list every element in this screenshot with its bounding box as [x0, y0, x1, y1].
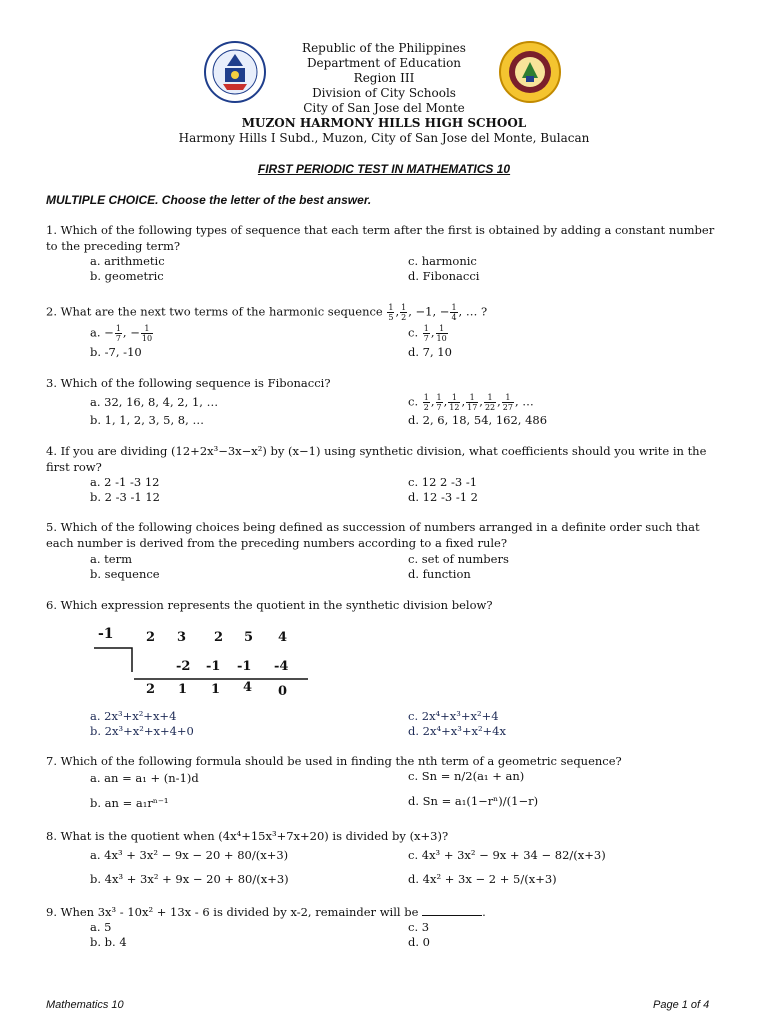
q5-option-c[interactable]: c. set of numbers	[408, 552, 509, 566]
row3-val-1: 2	[146, 682, 156, 697]
row1-coef-3: 2	[214, 630, 224, 645]
q7-option-d[interactable]: d. Sn = a₁(1−rⁿ)/(1−r)	[408, 794, 539, 808]
row3-val-5: 0	[278, 684, 288, 699]
q1-option-b[interactable]: b. geometric	[90, 269, 164, 283]
q2-seq-tail: , −1, −	[408, 304, 450, 319]
header-division: Division of City Schools	[312, 86, 456, 100]
q9-option-d[interactable]: d. 0	[408, 935, 430, 949]
q9-option-b[interactable]: b. b. 4	[90, 935, 127, 949]
question-1: 1. Which of the following types of sequence that each term after the first is obtained by adding a constant number to the preceding term?	[46, 223, 715, 253]
q1-option-c[interactable]: c. harmonic	[408, 254, 477, 268]
q8-option-c[interactable]: c. 4x³ + 3x² − 9x + 34 − 82/(x+3)	[408, 848, 606, 862]
q1-option-d[interactable]: d. Fibonacci	[408, 269, 480, 283]
q2-seq-end: , … ?	[458, 304, 488, 319]
q5-option-b[interactable]: b. sequence	[90, 567, 160, 581]
header-region: Region III	[353, 71, 415, 85]
row1-coef-2: 3	[177, 630, 187, 645]
footer-page-number: Page 1 of 4	[653, 999, 710, 1011]
footer-subject: Mathematics 10	[46, 999, 124, 1011]
q2-text: 2. What are the next two terms of the harmonic sequence	[46, 304, 383, 319]
q2-option-c[interactable]: c. $\frac{1}{7}$ , $\frac{1}{10}$	[408, 324, 447, 343]
q8-option-a[interactable]: a. 4x³ + 3x² − 9x − 20 + 80/(x+3)	[90, 848, 289, 862]
row1-coef-5: 4	[278, 630, 288, 645]
test-title: FIRST PERIODIC TEST IN MATHEMATICS 10	[257, 162, 511, 176]
q4-option-b[interactable]: b. 2 -3 -1 12	[90, 490, 160, 504]
q3-option-c[interactable]: c. $\frac{1}{2}$ , $\frac{1}{7}$ , $\frac{1}{12}$ , $\frac{1}{17}$ , $\frac{1}{22}$ , $\frac{1}{27}$ , …	[408, 393, 534, 412]
row2-val-3: -1	[237, 659, 252, 674]
q3-option-d[interactable]: d. 2, 6, 18, 54, 162, 486	[408, 413, 548, 427]
q5-option-d[interactable]: d. function	[408, 567, 471, 581]
row3-val-2: 1	[178, 682, 188, 697]
question-5: 5. Which of the following choices being defined as succession of numbers arranged in a definite order such that each number is derived from the preceding numbers according to a fixed rule?	[46, 520, 700, 550]
q4-option-a[interactable]: a. 2 -1 -3 12	[90, 475, 160, 489]
question-9: 9. When 3x³ - 10x² + 13x - 6 is divided by x-2, remainder will be .	[46, 905, 486, 919]
row3-val-3: 1	[211, 682, 221, 697]
question-6: 6. Which expression represents the quotient in the synthetic division below?	[46, 598, 493, 612]
q1-option-a[interactable]: a. arithmetic	[90, 254, 165, 268]
q6-option-d[interactable]: d. 2x⁴+x³+x²+4x	[408, 724, 506, 738]
q3-option-b[interactable]: b. 1, 1, 2, 3, 5, 8, …	[90, 413, 204, 427]
q8-option-d[interactable]: d. 4x² + 3x − 2 + 5/(x+3)	[408, 872, 557, 886]
instructions: MULTIPLE CHOICE. Choose the letter of the best answer.	[46, 193, 372, 207]
q6-option-c[interactable]: c. 2x⁴+x³+x²+4	[408, 709, 499, 723]
row2-val-2: -1	[206, 659, 221, 674]
q2-option-a[interactable]: a. − $\frac{1}{7}$ , − $\frac{1}{10}$	[90, 324, 153, 343]
row3-val-4: 4	[243, 680, 253, 695]
question-3: 3. Which of the following sequence is Fibonacci?	[46, 376, 331, 390]
q8-option-b[interactable]: b. 4x³ + 3x² + 9x − 20 + 80/(x+3)	[90, 872, 289, 886]
q2-option-b[interactable]: b. -7, -10	[90, 345, 142, 359]
header-school-name: MUZON HARMONY HILLS HIGH SCHOOL	[241, 116, 527, 130]
q2-option-d[interactable]: d. 7, 10	[408, 345, 452, 359]
q4-option-d[interactable]: d. 12 -3 -1 2	[408, 490, 478, 504]
q6-option-b[interactable]: b. 2x³+x²+x+4+0	[90, 724, 194, 738]
q4-option-c[interactable]: c. 12 2 -3 -1	[408, 475, 478, 489]
question-4: 4. If you are dividing (12+2x³−3x−x²) by (x−1) using synthetic division, what coefficients should you write in the first row?	[46, 444, 707, 474]
q5-option-a[interactable]: a. term	[90, 552, 132, 566]
synthetic-divisor: -1	[98, 626, 114, 642]
q9-option-a[interactable]: a. 5	[90, 920, 112, 934]
q3-option-a[interactable]: a. 32, 16, 8, 4, 2, 1, …	[90, 395, 219, 409]
q7-option-c[interactable]: c. Sn = n/2(a₁ + an)	[408, 769, 525, 783]
synthetic-division-table	[90, 624, 320, 702]
q9-option-c[interactable]: c. 3	[408, 920, 430, 934]
q6-option-a[interactable]: a. 2x³+x²+x+4	[90, 709, 177, 723]
q7-option-b[interactable]: b. an = a₁rⁿ⁻¹	[90, 796, 169, 810]
answer-blank	[422, 915, 482, 916]
question-2: 2. What are the next two terms of the harmonic sequence $\frac{1}{5}$ , $\frac{1}{2}$ , −1, − $\frac{1}{4}$ , … ?	[46, 303, 488, 322]
header-department: Department of Education	[306, 56, 462, 70]
header-city: City of San Jose del Monte	[303, 101, 465, 115]
row1-coef-4: 5	[244, 630, 254, 645]
q9-text: 9. When 3x³ - 10x² + 13x - 6 is divided by x-2, remainder will be	[46, 905, 419, 919]
q7-option-a[interactable]: a. an = a₁ + (n-1)d	[90, 771, 199, 785]
row2-val-4: -4	[274, 659, 289, 674]
question-7: 7. Which of the following formula should be used in finding the nth term of a geometric sequence?	[46, 754, 622, 768]
header-address: Harmony Hills I Subd., Muzon, City of San Jose del Monte, Bulacan	[178, 131, 590, 145]
question-8: 8. What is the quotient when (4x⁴+15x³+7x+20) is divided by (x+3)?	[46, 829, 449, 843]
row2-val-1: -2	[176, 659, 191, 674]
row1-coef-1: 2	[146, 630, 156, 645]
header-republic: Republic of the Philippines	[302, 41, 466, 55]
